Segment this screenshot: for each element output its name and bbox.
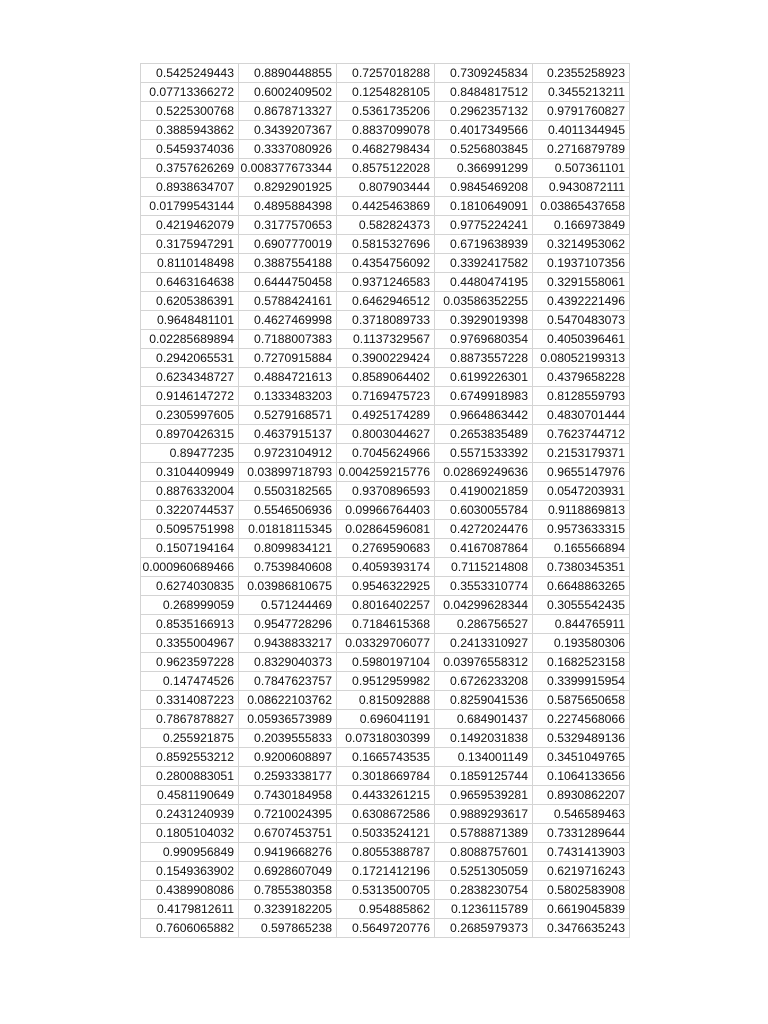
table-cell[interactable]: 0.5546506936: [239, 501, 337, 520]
table-row: [141, 881, 630, 900]
table-row: [141, 311, 630, 330]
table-cell[interactable]: 0.08052199313: [533, 349, 630, 368]
table-cell[interactable]: 0.4627469998: [239, 311, 337, 330]
table-row: [141, 64, 630, 83]
table-row: [141, 805, 630, 824]
table-cell[interactable]: 0.1810649091: [435, 197, 533, 216]
table-row: [141, 615, 630, 634]
table-cell[interactable]: 0.5815327696: [337, 235, 435, 254]
table-cell[interactable]: 0.8970426315: [141, 425, 239, 444]
table-cell[interactable]: 0.3887554188: [239, 254, 337, 273]
table-row: [141, 387, 630, 406]
table-cell[interactable]: 0.9512959982: [337, 672, 435, 691]
table-cell[interactable]: 0.9845469208: [435, 178, 533, 197]
table-cell[interactable]: 0.07318030399: [337, 729, 435, 748]
table-cell[interactable]: 0.5788871389: [435, 824, 533, 843]
table-cell[interactable]: 0.7855380358: [239, 881, 337, 900]
table-cell[interactable]: 0.1064133656: [533, 767, 630, 786]
table-cell[interactable]: 0.1137329567: [337, 330, 435, 349]
table-cell[interactable]: 0.4884721613: [239, 368, 337, 387]
table-row: [141, 729, 630, 748]
table-cell[interactable]: 0.4895884398: [239, 197, 337, 216]
table-row: [141, 710, 630, 729]
table-cell[interactable]: 0.2800883051: [141, 767, 239, 786]
table-row: [141, 824, 630, 843]
table-cell[interactable]: 0.3175947291: [141, 235, 239, 254]
table-row: [141, 748, 630, 767]
table-cell[interactable]: 0.01799543144: [141, 197, 239, 216]
table-cell[interactable]: 0.5470483073: [533, 311, 630, 330]
table-cell[interactable]: 0.166973849: [533, 216, 630, 235]
table-cell[interactable]: 0.4354756092: [337, 254, 435, 273]
table-row: [141, 197, 630, 216]
table-cell[interactable]: 0.8099834121: [239, 539, 337, 558]
table-row: [141, 368, 630, 387]
table-row: [141, 178, 630, 197]
table-cell[interactable]: 0.2685979373: [435, 919, 533, 938]
table-row: [141, 843, 630, 862]
table-cell[interactable]: 0.8259041536: [435, 691, 533, 710]
table-cell[interactable]: 0.4682798434: [337, 140, 435, 159]
table-cell[interactable]: 0.8678713327: [239, 102, 337, 121]
table-row: [141, 216, 630, 235]
table-cell[interactable]: 0.3104409949: [141, 463, 239, 482]
table-cell[interactable]: 0.5095751998: [141, 520, 239, 539]
table-cell[interactable]: 0.8890448855: [239, 64, 337, 83]
table-cell[interactable]: 0.1682523158: [533, 653, 630, 672]
table-cell[interactable]: 0.134001149: [435, 748, 533, 767]
table-cell[interactable]: 0.8592553212: [141, 748, 239, 767]
table-cell[interactable]: 0.7045624966: [337, 444, 435, 463]
table-cell[interactable]: 0.6219716243: [533, 862, 630, 881]
table-cell[interactable]: 0.08622103762: [239, 691, 337, 710]
table-cell[interactable]: 0.8484817512: [435, 83, 533, 102]
table-cell[interactable]: 0.03976558312: [435, 653, 533, 672]
table-cell[interactable]: 0.286756527: [435, 615, 533, 634]
table-cell[interactable]: 0.5649720776: [337, 919, 435, 938]
table-cell[interactable]: 0.6444750458: [239, 273, 337, 292]
table-cell[interactable]: 0.7606065882: [141, 919, 239, 938]
table-cell[interactable]: 0.02285689894: [141, 330, 239, 349]
table-cell[interactable]: 0.4050396461: [533, 330, 630, 349]
table-cell[interactable]: 0.1492031838: [435, 729, 533, 748]
table-cell[interactable]: 0.9648481101: [141, 311, 239, 330]
table-cell[interactable]: 0.4179812611: [141, 900, 239, 919]
table-cell[interactable]: 0.7431413903: [533, 843, 630, 862]
table-cell[interactable]: 0.6274030835: [141, 577, 239, 596]
table-cell[interactable]: 0.6462946512: [337, 292, 435, 311]
table-cell[interactable]: 0.147474526: [141, 672, 239, 691]
table-row: [141, 786, 630, 805]
table-cell[interactable]: 0.000960689466: [141, 558, 239, 577]
table-cell[interactable]: 0.3239182205: [239, 900, 337, 919]
table-row: [141, 596, 630, 615]
table-cell[interactable]: 0.2838230754: [435, 881, 533, 900]
table-row: [141, 121, 630, 140]
table-cell[interactable]: 0.5279168571: [239, 406, 337, 425]
table-cell[interactable]: 0.5251305059: [435, 862, 533, 881]
table-row: [141, 767, 630, 786]
data-table: [140, 63, 630, 938]
table-cell[interactable]: 0.3929019398: [435, 311, 533, 330]
table-body: [141, 64, 630, 938]
table-cell[interactable]: 0.5802583908: [533, 881, 630, 900]
table-cell[interactable]: 0.193580306: [533, 634, 630, 653]
table-cell[interactable]: 0.4059393174: [337, 558, 435, 577]
table-cell[interactable]: 0.1665743535: [337, 748, 435, 767]
table-cell[interactable]: 0.696041191: [337, 710, 435, 729]
table-cell[interactable]: 0.9118869813: [533, 501, 630, 520]
table-cell[interactable]: 0.4379658228: [533, 368, 630, 387]
table-row: [141, 425, 630, 444]
table-cell[interactable]: 0.008377673344: [239, 159, 337, 178]
table-cell[interactable]: 0.1333483203: [239, 387, 337, 406]
table-cell[interactable]: 0.3455213211: [533, 83, 630, 102]
table-cell[interactable]: 0.9200608897: [239, 748, 337, 767]
table-cell[interactable]: 0.03586352255: [435, 292, 533, 311]
table-cell[interactable]: 0.5256803845: [435, 140, 533, 159]
table-cell[interactable]: 0.3718089733: [337, 311, 435, 330]
table-cell[interactable]: 0.546589463: [533, 805, 630, 824]
table-cell[interactable]: 0.9370896593: [337, 482, 435, 501]
table-cell[interactable]: 0.5571533392: [435, 444, 533, 463]
table-cell[interactable]: 0.2153179371: [533, 444, 630, 463]
table-row: [141, 254, 630, 273]
table-cell[interactable]: 0.8876332004: [141, 482, 239, 501]
table-row: [141, 273, 630, 292]
table-cell[interactable]: 0.954885862: [337, 900, 435, 919]
table-cell[interactable]: 0.4011344945: [533, 121, 630, 140]
table-row: [141, 558, 630, 577]
table-cell[interactable]: 0.9723104912: [239, 444, 337, 463]
table-cell[interactable]: 0.9419668276: [239, 843, 337, 862]
table-cell[interactable]: 0.5980197104: [337, 653, 435, 672]
table-cell[interactable]: 0.5225300768: [141, 102, 239, 121]
table-cell[interactable]: 0.7115214808: [435, 558, 533, 577]
table-cell[interactable]: 0.9438833217: [239, 634, 337, 653]
table-cell[interactable]: 0.89477235: [141, 444, 239, 463]
table-cell[interactable]: 0.8329040373: [239, 653, 337, 672]
table-cell[interactable]: 0.6234348727: [141, 368, 239, 387]
table-cell[interactable]: 0.6199226301: [435, 368, 533, 387]
table-cell[interactable]: 0.3885943862: [141, 121, 239, 140]
table-cell[interactable]: 0.8930862207: [533, 786, 630, 805]
table-cell[interactable]: 0.6030055784: [435, 501, 533, 520]
table-row: [141, 919, 630, 938]
table-cell[interactable]: 0.3553310774: [435, 577, 533, 596]
table-cell[interactable]: 0.9769680354: [435, 330, 533, 349]
table-cell[interactable]: 0.05936573989: [239, 710, 337, 729]
table-cell[interactable]: 0.2305997605: [141, 406, 239, 425]
table-cell[interactable]: 0.09966764403: [337, 501, 435, 520]
table-cell[interactable]: 0.4425463869: [337, 197, 435, 216]
table-cell[interactable]: 0.2431240939: [141, 805, 239, 824]
table-cell[interactable]: 0.815092888: [337, 691, 435, 710]
table-cell[interactable]: 0.165566894: [533, 539, 630, 558]
table-cell[interactable]: 0.8938634707: [141, 178, 239, 197]
table-cell[interactable]: 0.4219462079: [141, 216, 239, 235]
table-cell[interactable]: 0.6648863265: [533, 577, 630, 596]
table-row: [141, 292, 630, 311]
table-cell[interactable]: 0.6707453751: [239, 824, 337, 843]
table-row: [141, 102, 630, 121]
table-cell[interactable]: 0.597865238: [239, 919, 337, 938]
table-cell[interactable]: 0.6749918983: [435, 387, 533, 406]
table-row: [141, 406, 630, 425]
table-row: [141, 501, 630, 520]
table-cell[interactable]: 0.6907770019: [239, 235, 337, 254]
table-cell[interactable]: 0.8055388787: [337, 843, 435, 862]
table-cell[interactable]: 0.4389908086: [141, 881, 239, 900]
table-cell[interactable]: 0.3337080926: [239, 140, 337, 159]
table-cell[interactable]: 0.2962357132: [435, 102, 533, 121]
table-cell[interactable]: 0.1236115789: [435, 900, 533, 919]
table-cell[interactable]: 0.1549363902: [141, 862, 239, 881]
table-cell[interactable]: 0.268999059: [141, 596, 239, 615]
table-cell[interactable]: 0.07713366272: [141, 83, 239, 102]
table-cell[interactable]: 0.3451049765: [533, 748, 630, 767]
table-cell[interactable]: 0.7430184958: [239, 786, 337, 805]
table-row: [141, 672, 630, 691]
table-row: [141, 634, 630, 653]
table-cell[interactable]: 0.02864596081: [337, 520, 435, 539]
table-cell[interactable]: 0.9775224241: [435, 216, 533, 235]
table-cell[interactable]: 0.844765911: [533, 615, 630, 634]
table-cell[interactable]: 0.8873557228: [435, 349, 533, 368]
table-cell[interactable]: 0.5329489136: [533, 729, 630, 748]
table-row: [141, 83, 630, 102]
table-cell[interactable]: 0.9664863442: [435, 406, 533, 425]
table-cell[interactable]: 0.4925174289: [337, 406, 435, 425]
table-cell[interactable]: 0.8016402257: [337, 596, 435, 615]
table-cell[interactable]: 0.3314087223: [141, 691, 239, 710]
table-cell[interactable]: 0.5503182565: [239, 482, 337, 501]
table-row: [141, 159, 630, 178]
table-cell[interactable]: 0.3476635243: [533, 919, 630, 938]
table-cell[interactable]: 0.1507194164: [141, 539, 239, 558]
table-cell[interactable]: 0.684901437: [435, 710, 533, 729]
table-cell[interactable]: 0.255921875: [141, 729, 239, 748]
table-cell[interactable]: 0.7188007383: [239, 330, 337, 349]
table-cell[interactable]: 0.7331289644: [533, 824, 630, 843]
table-cell[interactable]: 0.6928607049: [239, 862, 337, 881]
table-cell[interactable]: 0.4017349566: [435, 121, 533, 140]
table-cell[interactable]: 0.2716879789: [533, 140, 630, 159]
table-cell[interactable]: 0.807903444: [337, 178, 435, 197]
table-cell[interactable]: 0.990956849: [141, 843, 239, 862]
table-cell[interactable]: 0.4581190649: [141, 786, 239, 805]
table-cell[interactable]: 0.571244469: [239, 596, 337, 615]
table-cell[interactable]: 0.507361101: [533, 159, 630, 178]
table-cell[interactable]: 0.4392221496: [533, 292, 630, 311]
table-cell[interactable]: 0.2274568066: [533, 710, 630, 729]
table-cell[interactable]: 0.8110148498: [141, 254, 239, 273]
table-cell[interactable]: 0.02869249636: [435, 463, 533, 482]
table-cell[interactable]: 0.03986810675: [239, 577, 337, 596]
table-cell[interactable]: 0.4190021859: [435, 482, 533, 501]
table-cell[interactable]: 0.7847623757: [239, 672, 337, 691]
table-cell[interactable]: 0.3214953062: [533, 235, 630, 254]
table-row: [141, 330, 630, 349]
table-cell[interactable]: 0.03865437658: [533, 197, 630, 216]
table-cell[interactable]: 0.2769590683: [337, 539, 435, 558]
table-cell[interactable]: 0.7623744712: [533, 425, 630, 444]
table-cell[interactable]: 0.9573633315: [533, 520, 630, 539]
table-cell[interactable]: 0.3018669784: [337, 767, 435, 786]
table-cell[interactable]: 0.7169475723: [337, 387, 435, 406]
table-cell[interactable]: 0.03899718793: [239, 463, 337, 482]
table-cell[interactable]: 0.3439207367: [239, 121, 337, 140]
table-cell[interactable]: 0.3757626269: [141, 159, 239, 178]
table-cell[interactable]: 0.2593338177: [239, 767, 337, 786]
table-cell[interactable]: 0.4830701444: [533, 406, 630, 425]
table-row: [141, 577, 630, 596]
table-cell[interactable]: 0.8575122028: [337, 159, 435, 178]
table-row: [141, 520, 630, 539]
table-cell[interactable]: 0.9889293617: [435, 805, 533, 824]
table-cell[interactable]: 0.4433261215: [337, 786, 435, 805]
table-cell[interactable]: 0.3291558061: [533, 273, 630, 292]
table-cell[interactable]: 0.8088757601: [435, 843, 533, 862]
table-row: [141, 444, 630, 463]
table-row: [141, 349, 630, 368]
table-row: [141, 235, 630, 254]
table-cell[interactable]: 0.5459374036: [141, 140, 239, 159]
table-row: [141, 482, 630, 501]
table-row: [141, 463, 630, 482]
table-cell[interactable]: 0.8535166913: [141, 615, 239, 634]
table-cell[interactable]: 0.9791760827: [533, 102, 630, 121]
table-cell[interactable]: 0.7539840608: [239, 558, 337, 577]
table-cell[interactable]: 0.7270915884: [239, 349, 337, 368]
table-cell[interactable]: 0.4480474195: [435, 273, 533, 292]
table-cell[interactable]: 0.6463164638: [141, 273, 239, 292]
table-cell[interactable]: 0.7867878827: [141, 710, 239, 729]
table-cell[interactable]: 0.3055542435: [533, 596, 630, 615]
table-cell[interactable]: 0.01818115345: [239, 520, 337, 539]
table-cell[interactable]: 0.6205386391: [141, 292, 239, 311]
table-cell[interactable]: 0.2653835489: [435, 425, 533, 444]
table-cell[interactable]: 0.5313500705: [337, 881, 435, 900]
table-cell[interactable]: 0.2355258923: [533, 64, 630, 83]
table-cell[interactable]: 0.6619045839: [533, 900, 630, 919]
table-cell[interactable]: 0.9659539281: [435, 786, 533, 805]
table-cell[interactable]: 0.8292901925: [239, 178, 337, 197]
table-cell[interactable]: 0.4637915137: [239, 425, 337, 444]
table-cell[interactable]: 0.8003044627: [337, 425, 435, 444]
table-cell[interactable]: 0.1721412196: [337, 862, 435, 881]
table-cell[interactable]: 0.0547203931: [533, 482, 630, 501]
table-cell[interactable]: 0.8589064402: [337, 368, 435, 387]
table-cell[interactable]: 0.3392417582: [435, 254, 533, 273]
table-cell[interactable]: 0.9547728296: [239, 615, 337, 634]
table-cell[interactable]: 0.3900229424: [337, 349, 435, 368]
table-row: [141, 862, 630, 881]
table-row: [141, 539, 630, 558]
table-cell[interactable]: 0.9546322925: [337, 577, 435, 596]
table-row: [141, 653, 630, 672]
table-cell[interactable]: 0.1937107356: [533, 254, 630, 273]
table-cell[interactable]: 0.1254828105: [337, 83, 435, 102]
table-cell[interactable]: 0.4272024476: [435, 520, 533, 539]
table-cell[interactable]: 0.9623597228: [141, 653, 239, 672]
table-cell[interactable]: 0.3220744537: [141, 501, 239, 520]
table-cell[interactable]: 0.7210024395: [239, 805, 337, 824]
table-cell[interactable]: 0.2039555833: [239, 729, 337, 748]
table-cell[interactable]: 0.5361735206: [337, 102, 435, 121]
table-cell[interactable]: 0.5875650658: [533, 691, 630, 710]
table-cell[interactable]: 0.7184615368: [337, 615, 435, 634]
table-cell[interactable]: 0.5033524121: [337, 824, 435, 843]
table-cell[interactable]: 0.2413310927: [435, 634, 533, 653]
table-cell[interactable]: 0.04299628344: [435, 596, 533, 615]
table-cell[interactable]: 0.004259215776: [337, 463, 435, 482]
table-cell[interactable]: 0.7309245834: [435, 64, 533, 83]
table-cell[interactable]: 0.8837099078: [337, 121, 435, 140]
table-cell[interactable]: 0.1859125744: [435, 767, 533, 786]
table-cell[interactable]: 0.9655147976: [533, 463, 630, 482]
table-cell[interactable]: 0.1805104032: [141, 824, 239, 843]
table-cell[interactable]: 0.6726233208: [435, 672, 533, 691]
table-cell[interactable]: 0.5788424161: [239, 292, 337, 311]
table-cell[interactable]: 0.6002409502: [239, 83, 337, 102]
table-cell[interactable]: 0.4167087864: [435, 539, 533, 558]
table-row: [141, 900, 630, 919]
table-cell[interactable]: 0.366991299: [435, 159, 533, 178]
table-cell[interactable]: 0.2942065531: [141, 349, 239, 368]
table-cell[interactable]: 0.6719638939: [435, 235, 533, 254]
table-cell[interactable]: 0.7257018288: [337, 64, 435, 83]
table-cell[interactable]: 0.582824373: [337, 216, 435, 235]
table-cell[interactable]: 0.03329706077: [337, 634, 435, 653]
table-row: [141, 140, 630, 159]
table-cell[interactable]: 0.9430872111: [533, 178, 630, 197]
table-cell[interactable]: 0.7380345351: [533, 558, 630, 577]
table-cell[interactable]: 0.6308672586: [337, 805, 435, 824]
table-cell[interactable]: 0.5425249443: [141, 64, 239, 83]
table-cell[interactable]: 0.9371246583: [337, 273, 435, 292]
table-cell[interactable]: 0.3399915954: [533, 672, 630, 691]
table-cell[interactable]: 0.9146147272: [141, 387, 239, 406]
table-row: [141, 691, 630, 710]
table-cell[interactable]: 0.3355004967: [141, 634, 239, 653]
table-cell[interactable]: 0.3177570653: [239, 216, 337, 235]
table-cell[interactable]: 0.8128559793: [533, 387, 630, 406]
